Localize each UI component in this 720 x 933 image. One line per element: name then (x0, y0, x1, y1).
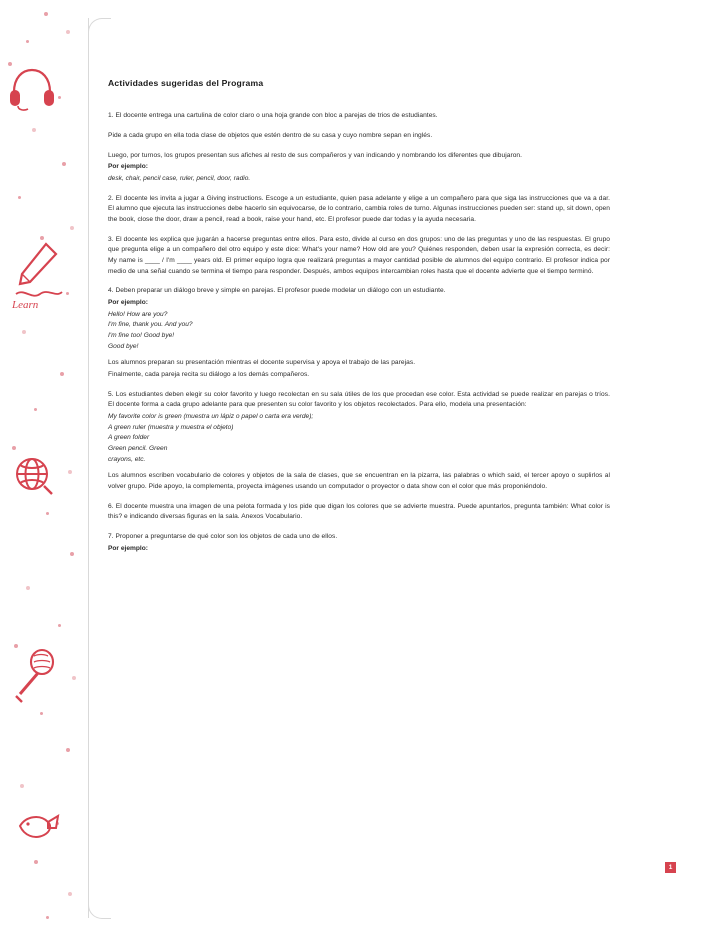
paragraph-activity-3: 3. El docente les explica que jugarán a hacerse preguntas entre ellos. Para esto, divide al curso en dos grupos: uno de las preguntas y uno de las respuestas. El grupo que pregunta elige a un compañero del otro equipo y este dice: What's your name? How old are you? Quiénes responden, deben usar la expresión correcta, es decir: My name is ____ / I'm ____ years old. El primer equipo logra que realizará preguntas a mayor cantidad posible de alumnos del equipo contrario. El profesor indica por medio de una señal cuando se termina el tiempo para responder. Después, ambos equipos intercambian roles hasta que el docente advierte que el tiempo terminó. (108, 235, 610, 275)
dialog-line: Hello! How are you? (108, 310, 168, 318)
fish-icon (14, 808, 62, 844)
paragraph-activity-1b: Pide a cada grupo en ella toda clase de objetos que estén dentro de su casa y cuyo nombre sepan en inglés. (108, 131, 433, 139)
decorative-dot (62, 162, 66, 166)
pencil-icon (10, 238, 66, 310)
paragraph-activity-1c: Luego, por turnos, los grupos presentan sus afiches al resto de sus compañeros y van indicando y nombrando los diferentes que dibujaron. (108, 151, 523, 159)
example-label-1: Por ejemplo: (108, 163, 148, 171)
dialog-line: I'm fine, thank you. And you? (108, 321, 193, 329)
decorative-dot (22, 330, 26, 334)
document-body (108, 78, 610, 555)
dialog-line: Green pencil. Green (108, 444, 168, 452)
page-number-badge: 1 (665, 862, 676, 873)
example-label-4: Por ejemplo: (108, 298, 148, 306)
decorative-dot (66, 292, 69, 295)
globe-icon (10, 452, 58, 500)
decorative-dot (34, 860, 38, 864)
dialog-line: crayons, etc. (108, 455, 146, 463)
decorative-dot (12, 446, 16, 450)
decorative-dot (72, 676, 76, 680)
decorative-dot (34, 408, 37, 411)
decorative-dot (20, 784, 24, 788)
dialog-block-4 (108, 310, 610, 353)
decorative-dot (66, 748, 70, 752)
decorative-dot (46, 512, 49, 515)
decorative-dot (26, 586, 30, 590)
paragraph-activity-5b: Los alumnos escriben vocabulario de colores y objetos de la sala de clases, que se encuentran en la pizarra, las palabras o which said, el tercer apoyo o suplirlos al volver grupo. Pide apoyo, la complementa, proyecta imágenes usando un computador o proyector o data show con el color que más proponiéndolo. (108, 472, 610, 490)
decorative-dot (32, 128, 36, 132)
paragraph-activity-7: 7. Proponer a preguntarse de qué color son los objetos de cada uno de ellos. (108, 533, 338, 540)
headphones-icon (4, 62, 56, 114)
dialog-line: I'm fine too! Good bye! (108, 331, 175, 339)
decorative-dot (70, 226, 74, 230)
paragraph-activity-4b: Los alumnos preparan su presentación mientras el docente supervisa y apoya el trabajo de las parejas. (108, 359, 416, 367)
dialog-line: A green ruler (muestra y muestra el objeto) (108, 423, 234, 431)
decorative-dot (44, 12, 48, 16)
decorative-dot (46, 916, 49, 919)
column-divider-top-cap (88, 18, 111, 41)
example-label-7: Por ejemplo: (108, 544, 148, 552)
decorative-dot (18, 196, 21, 199)
column-divider (88, 18, 89, 918)
page-title: Actividades sugeridas del Programa (108, 78, 264, 88)
paragraph-activity-5: 5. Los estudiantes deben elegir su color favorito y luego recolectan en su sala útiles de los que procedan ese color. Esta actividad se puede realizar en parejas o tríos. El docente forma a cada grupo adelante para que presenten su color favorito y los objetos recolectados. Para ello, modela una presentación: (108, 390, 610, 409)
microphone-icon (8, 646, 62, 708)
dialog-line: A green folder (108, 434, 150, 442)
decorative-margin-band (0, 0, 96, 933)
decorative-dot (66, 30, 70, 34)
decorative-dot (60, 372, 64, 376)
dialog-line: Good bye! (108, 342, 139, 350)
decorative-dot (70, 552, 74, 556)
paragraph-activity-4c: Finalmente, cada pareja recita su diálogo a los demás compañeros. (108, 370, 310, 378)
decorative-dot (58, 96, 61, 99)
decorative-dot (68, 470, 72, 474)
decorative-dot (68, 892, 72, 896)
decorative-dot (58, 624, 61, 627)
paragraph-activity-2: 2. El docente les invita a jugar a Giving instructions. Escoge a un estudiante, quien pasa adelante y elige a un compañero para que siga las instrucciones que va a dar. El alumno que ejecuta las instrucciones debe hacerlo sin equivocarse, de lo contrario, cambia roles de turno. Algunas instrucciones pueden ser: stand up, sit down, open the book, close the door, draw a pencil, read a book, raise your hand, etc. El profesor puede dar todas y la ayuda necesaria. (108, 194, 610, 223)
dialog-line: My favorite color is green (muestra un lápiz o papel o carta era verde); (108, 412, 314, 420)
paragraph-activity-1: 1. El docente entrega una cartulina de color claro o una hoja grande con bloc a parejas de trios de estudiantes. (108, 112, 438, 120)
svg-text:Learn: Learn (12, 299, 39, 310)
paragraph-activity-6: 6. El docente muestra una imagen de una pelota formada y los pide que digan los colores que se advierte muestra. Puede apuntarlos, pregunta también: What color is this? e indicando diversas figuras en la sala. Anexos Vocabulario. (108, 502, 610, 521)
dialog-block-5 (108, 412, 610, 465)
decorative-dot (40, 712, 43, 715)
paragraph-activity-4: 4. Deben preparar un diálogo breve y simple en parejas. El profesor puede modelar un diálogo con un estudiante. (108, 287, 446, 295)
decorative-dot (26, 40, 29, 43)
example-list-1: desk, chair, pencil case, ruler, pencil, door, radio. (108, 174, 251, 182)
